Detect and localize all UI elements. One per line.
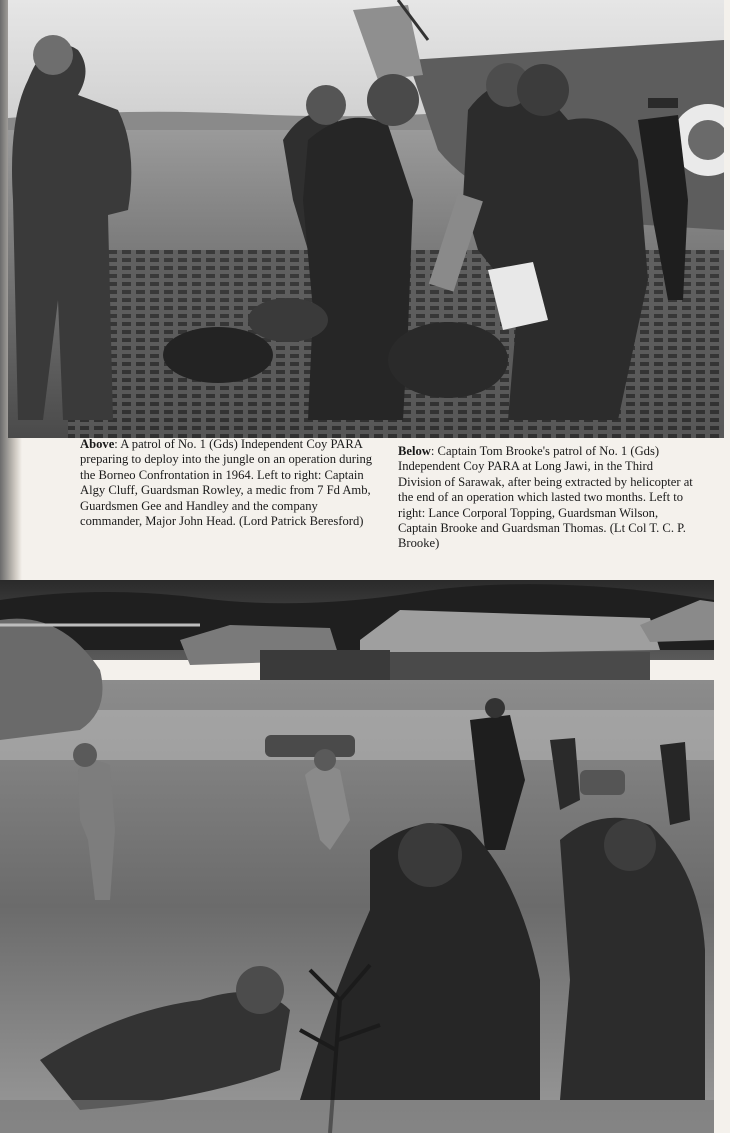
caption-below bbox=[398, 444, 698, 552]
caption-above bbox=[80, 437, 380, 529]
caption-above-lead: Above bbox=[80, 437, 115, 451]
caption-below-lead: Below bbox=[398, 444, 431, 458]
caption-below-text: : Captain Tom Brooke's patrol of No. 1 (Gds) Independent Coy PARA at Long Jawi, in the Third Division of Sarawak, after being extracted by helicopter at the end of an operation which lasted two months. Left to right: Lance Corporal Topping, Guardsman Wilson, Captain Brooke and Guardsman Thomas. (Lt Col T. C. P. Brooke) bbox=[398, 444, 693, 551]
caption-above-text: : A patrol of No. 1 (Gds) Independent Coy PARA preparing to deploy into the jungle on an operation during the Borneo Confrontation in 1964. Left to right: Captain Algy Cluff, Guardsman Rowley, a medic from 7 Fd Amb, Guardsmen Gee and Handley and the company commander, Major John Head. (Lord Patrick Beresford) bbox=[80, 437, 373, 529]
top-photograph bbox=[8, 0, 724, 438]
bottom-photo-image bbox=[0, 580, 714, 1133]
bottom-photograph bbox=[0, 580, 714, 1133]
top-photo-image bbox=[8, 0, 724, 438]
